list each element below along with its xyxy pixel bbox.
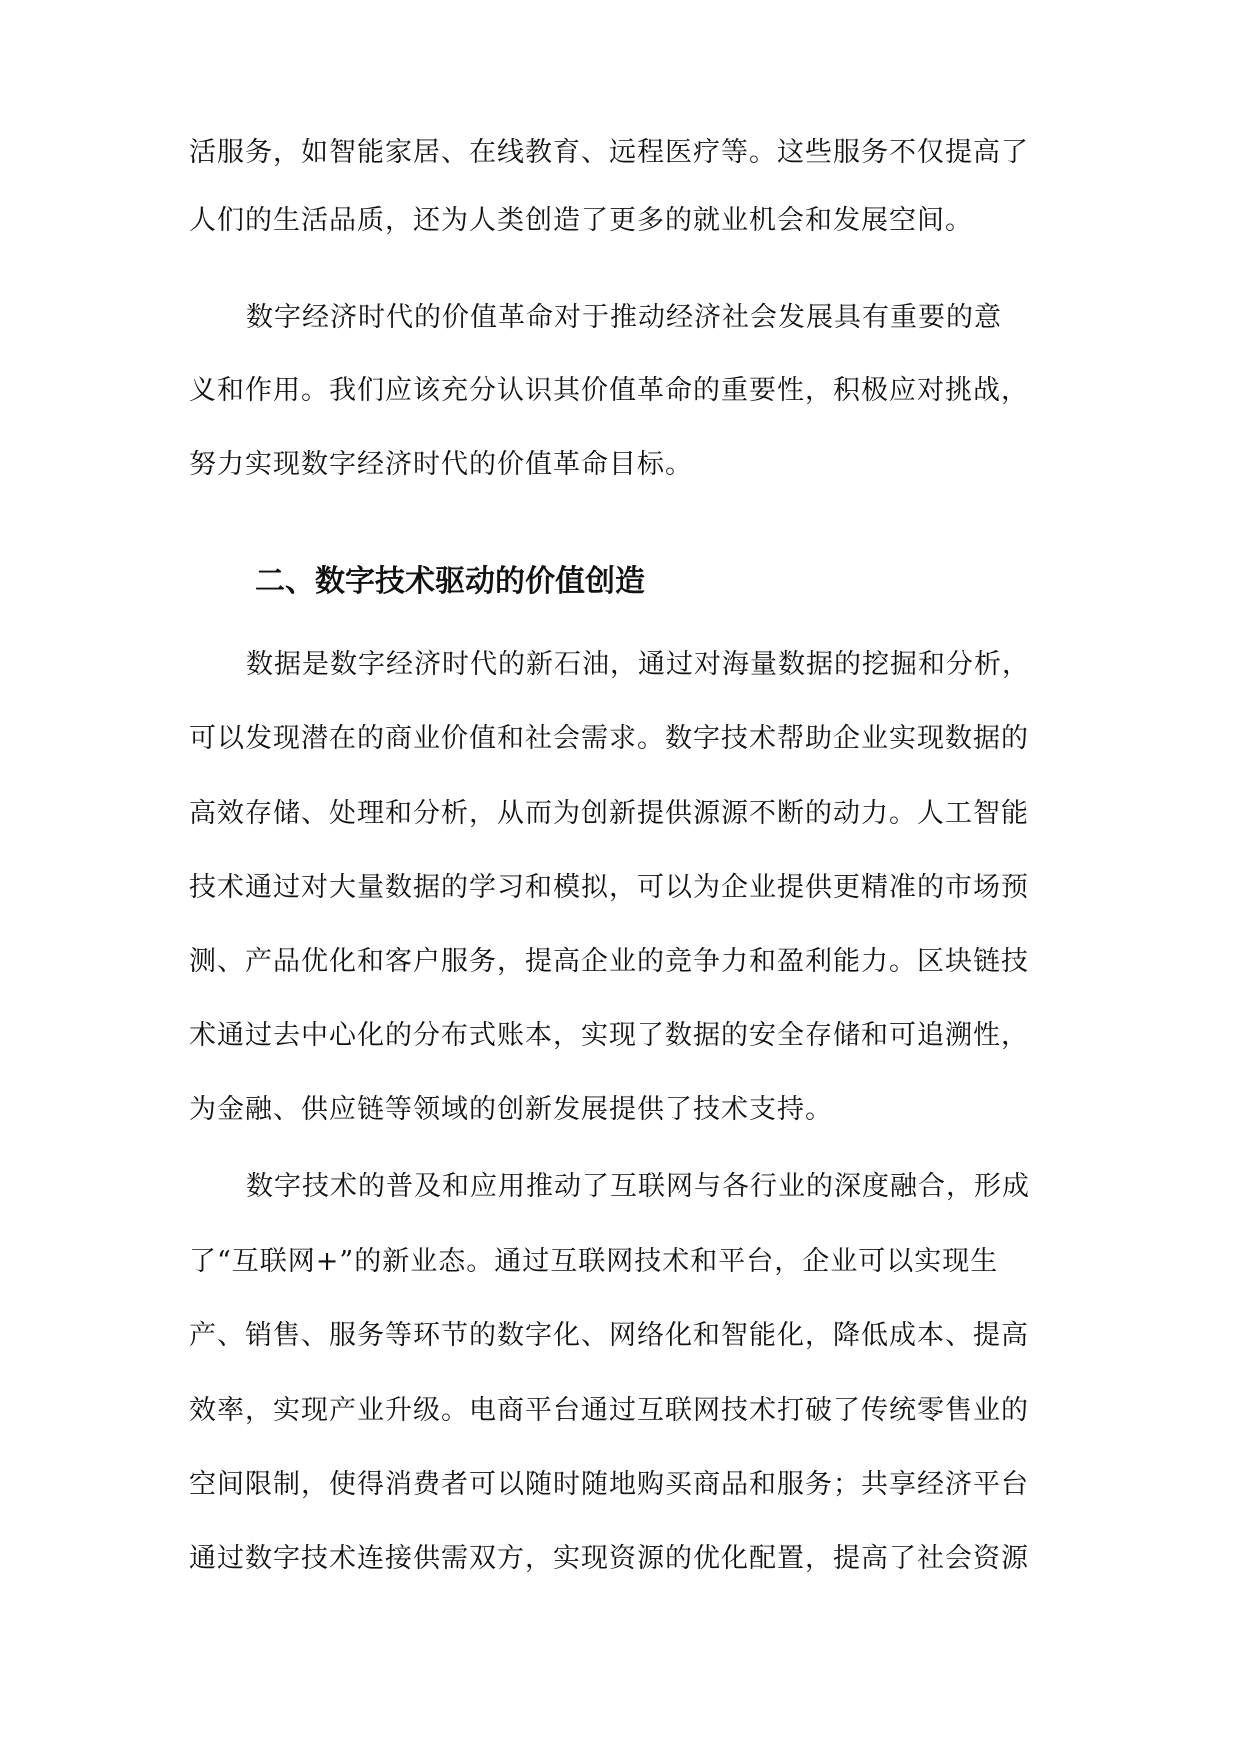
- paragraph-line: 活服务，如智能家居、在线教育、远程医疗等。这些服务不仅提高了: [189, 137, 1029, 168]
- paragraph-line: 效率，实现产业升级。电商平台通过互联网技术打破了传统零售业的: [189, 1395, 1029, 1426]
- paragraph-line: 高效存储、处理和分析，从而为创新提供源源不断的动力。人工智能: [189, 798, 1029, 829]
- paragraph-line: 为金融、供应链等领域的创新发展提供了技术支持。: [189, 1094, 833, 1125]
- paragraph-line: 努力实现数字经济时代的价值革命目标。: [189, 449, 693, 480]
- paragraph-line: 数据是数字经济时代的新石油，通过对海量数据的挖掘和分析，: [246, 649, 1030, 680]
- paragraph-line: 了“互联网+”的新业态。通过互联网技术和平台，企业可以实现生: [189, 1246, 999, 1277]
- paragraph-line: 人们的生活品质，还为人类创造了更多的就业机会和发展空间。: [189, 205, 973, 236]
- section-heading: 二、数字技术驱动的价值创造: [255, 564, 645, 599]
- paragraph-line: 术通过去中心化的分布式账本，实现了数据的安全存储和可追溯性，: [189, 1020, 1029, 1051]
- paragraph-line: 产、销售、服务等环节的数字化、网络化和智能化，降低成本、提高: [189, 1320, 1029, 1351]
- paragraph-line: 测、产品优化和客户服务，提高企业的竞争力和盈利能力。区块链技: [189, 946, 1029, 977]
- paragraph-line: 数字经济时代的价值革命对于推动经济社会发展具有重要的意: [246, 302, 1002, 333]
- paragraph-line: 义和作用。我们应该充分认识其价值革命的重要性，积极应对挑战，: [189, 375, 1029, 406]
- paragraph-line: 通过数字技术连接供需双方，实现资源的优化配置，提高了社会资源: [189, 1543, 1029, 1574]
- paragraph-line: 空间限制，使得消费者可以随时随地购买商品和服务；共享经济平台: [189, 1469, 1029, 1500]
- paragraph-line: 数字技术的普及和应用推动了互联网与各行业的深度融合，形成: [246, 1171, 1030, 1202]
- paragraph-line: 技术通过对大量数据的学习和模拟，可以为企业提供更精准的市场预: [189, 872, 1029, 903]
- paragraph-line: 可以发现潜在的商业价值和社会需求。数字技术帮助企业实现数据的: [189, 723, 1029, 754]
